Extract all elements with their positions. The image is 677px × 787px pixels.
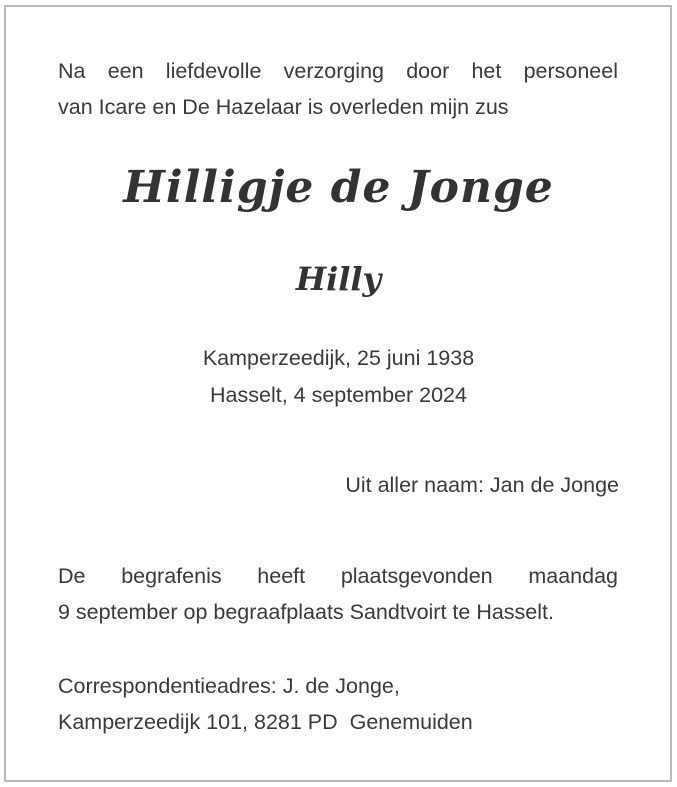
death-date: Hasselt, 4 september 2024 xyxy=(210,383,467,407)
life-dates xyxy=(0,340,677,414)
intro-text xyxy=(58,53,618,125)
deceased-name: Hilligje de Jonge xyxy=(123,162,554,213)
signoff: Uit aller naam: Jan de Jonge xyxy=(345,473,619,497)
funeral-text xyxy=(58,558,618,630)
correspondence-address xyxy=(58,668,618,740)
deceased-nickname: Hilly xyxy=(295,260,382,298)
intro-line-2: van Icare en De Hazelaar is overleden mijn zus xyxy=(58,95,509,119)
address-line-2: Kamperzeedijk 101, 8281 PD Genemuiden xyxy=(58,710,473,734)
funeral-line-1: De begrafenis heeft plaatsgevonden maandag xyxy=(58,564,618,588)
address-line-1: Correspondentieadres: J. de Jonge, xyxy=(58,674,400,698)
funeral-line-2: 9 september op begraafplaats Sandtvoirt te Hasselt. xyxy=(58,600,554,624)
birth-date: Kamperzeedijk, 25 juni 1938 xyxy=(202,346,475,370)
intro-line-1: Na een liefdevolle verzorging door het personeel xyxy=(58,59,618,83)
